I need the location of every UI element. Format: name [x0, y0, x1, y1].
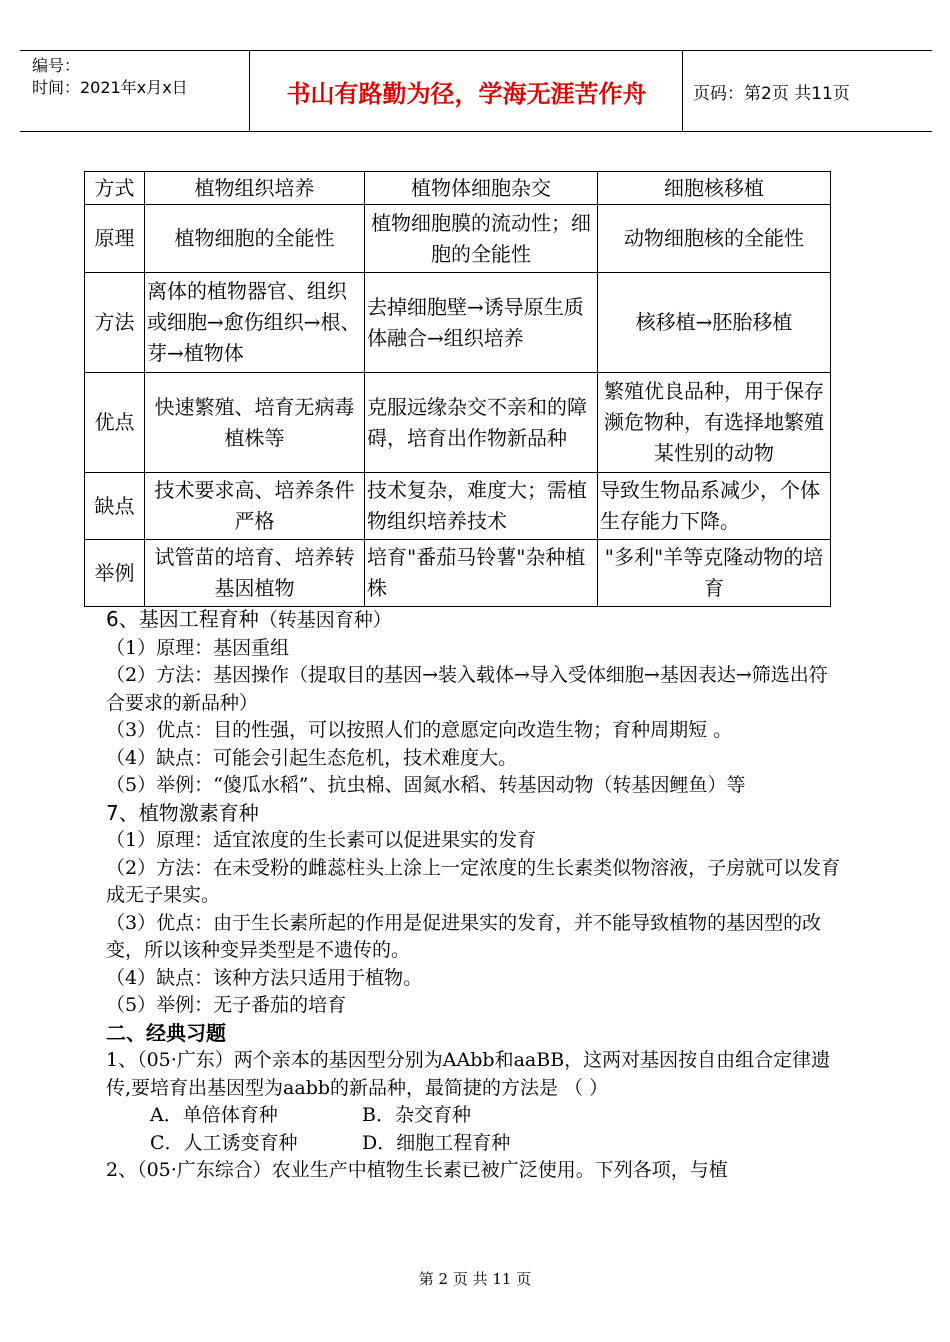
table-cell: 植物细胞的全能性 [145, 205, 365, 273]
question-1-options-row [106, 1102, 846, 1130]
table-row [85, 473, 831, 540]
date-label: 时间：2021年x月x日 [32, 78, 188, 97]
section7-line: （4）缺点：该种方法只适用于植物。 [106, 966, 423, 989]
section6-line: （3）优点：目的性强，可以按照人们的意愿定向改造生物；育种周期短 。 [106, 719, 733, 741]
option-b: B．杂交育种 [362, 1104, 471, 1126]
option-d: D．细胞工程育种 [362, 1131, 511, 1154]
comparison-table [84, 171, 831, 607]
header-meta [20, 51, 250, 131]
table-cell: 导致生物品系减少，个体生存能力下降。 [598, 473, 831, 540]
serial-label: 编号： [32, 56, 81, 75]
table-header: 植物组织培养 [145, 172, 365, 205]
section-gene-engineering [106, 606, 846, 1185]
table-cell: 植物细胞膜的流动性；细胞的全能性 [365, 205, 598, 273]
table-cell: 试管苗的培育、培养转基因植物 [145, 540, 365, 607]
table-header: 方式 [85, 172, 145, 205]
section6-line: （4）缺点：可能会引起生态危机，技术难度大。 [106, 746, 518, 769]
table-row [85, 273, 831, 373]
table-cell: 去掉细胞壁→诱导原生质体融合→组织培养 [365, 273, 598, 373]
table-cell: "多利"羊等克隆动物的培育 [598, 540, 831, 607]
table-header: 植物体细胞杂交 [365, 172, 598, 205]
table-header: 细胞核移植 [598, 172, 831, 205]
option-a: A．单倍体育种 [150, 1104, 278, 1126]
question-2: 2、（05·广东综合）农业生产中植物生长素已被广泛使用。下列各项，与植 [106, 1159, 728, 1181]
row-key: 缺点 [85, 473, 145, 540]
section6-line: （1）原理：基因重组 [106, 636, 290, 659]
table-cell: 离体的植物器官、组织或细胞→愈伤组织→根、芽→植物体 [145, 273, 365, 373]
question-1-options-row [106, 1130, 846, 1158]
section7-line: （3）优点：由于生长素所起的作用是促进果实的发育，并不能导致植物的基因型的改变，所以该种变异类型是不遗传的。 [106, 911, 822, 961]
table-row [85, 540, 831, 607]
table-cell: 培育"番茄马铃薯"杂种植株 [365, 540, 598, 607]
table-cell: 技术复杂，难度大；需植物组织培养技术 [365, 473, 598, 540]
page-footer: 第 2 页 共 11 页 [418, 1270, 532, 1288]
table-row [85, 373, 831, 473]
section7-title: 7、植物激素育种 [106, 800, 259, 825]
row-key: 方法 [85, 273, 145, 373]
section7-line: （2）方法：在未受粉的雌蕊柱头上涂上一定浓度的生长素类似物溶液，子房就可以发育成无子果实。 [106, 856, 841, 906]
table-cell: 快速繁殖、培育无病毒植株等 [145, 373, 365, 473]
row-key: 原理 [85, 205, 145, 273]
option-c: C．人工诱变育种 [150, 1131, 298, 1154]
table-row [85, 205, 831, 273]
row-key: 举例 [85, 540, 145, 607]
section6-line: （5）举例：“傻瓜水稻”、抗虫棉、固氮水稻、转基因动物（转基因鲤鱼）等 [106, 774, 746, 796]
section6-title: 6、基因工程育种 [106, 607, 259, 631]
table-cell: 繁殖优良品种，用于保存濒危物种，有选择地繁殖某性别的动物 [598, 373, 831, 473]
section6-line: （2）方法：基因操作（提取目的基因→装入载体→导入受体细胞→基因表达→筛选出符合要求的新品种） [106, 664, 828, 714]
table-cell: 动物细胞核的全能性 [598, 205, 831, 273]
page-header [20, 50, 932, 132]
table-cell: 克服远缘杂交不亲和的障碍，培育出作物新品种 [365, 373, 598, 473]
table-header-row [85, 172, 831, 205]
header-motto: 书山有路勤为径，学海无涯苦作舟 [251, 51, 683, 131]
section7-line: （1）原理：适宜浓度的生长素可以促进果实的发育 [106, 829, 537, 851]
section-title [106, 606, 846, 635]
row-key: 优点 [85, 373, 145, 473]
exercises-title: 二、经典习题 [106, 1020, 226, 1045]
header-page-info: 页码：第2页 共11页 [693, 83, 850, 104]
question-1: 1、（05·广东）两个亲本的基因型分别为AAbb和aaBB，这两对基因按自由组合定律遗传,要培育出基因型为aabb的新品种，最简捷的方法是 （ ） [106, 1049, 831, 1099]
section7-line: （5）举例：无子番茄的培育 [106, 994, 347, 1016]
section6-subtitle: （转基因育种） [258, 609, 392, 631]
table-cell: 技术要求高、培养条件严格 [145, 473, 365, 540]
table-cell: 核移植→胚胎移植 [598, 273, 831, 373]
